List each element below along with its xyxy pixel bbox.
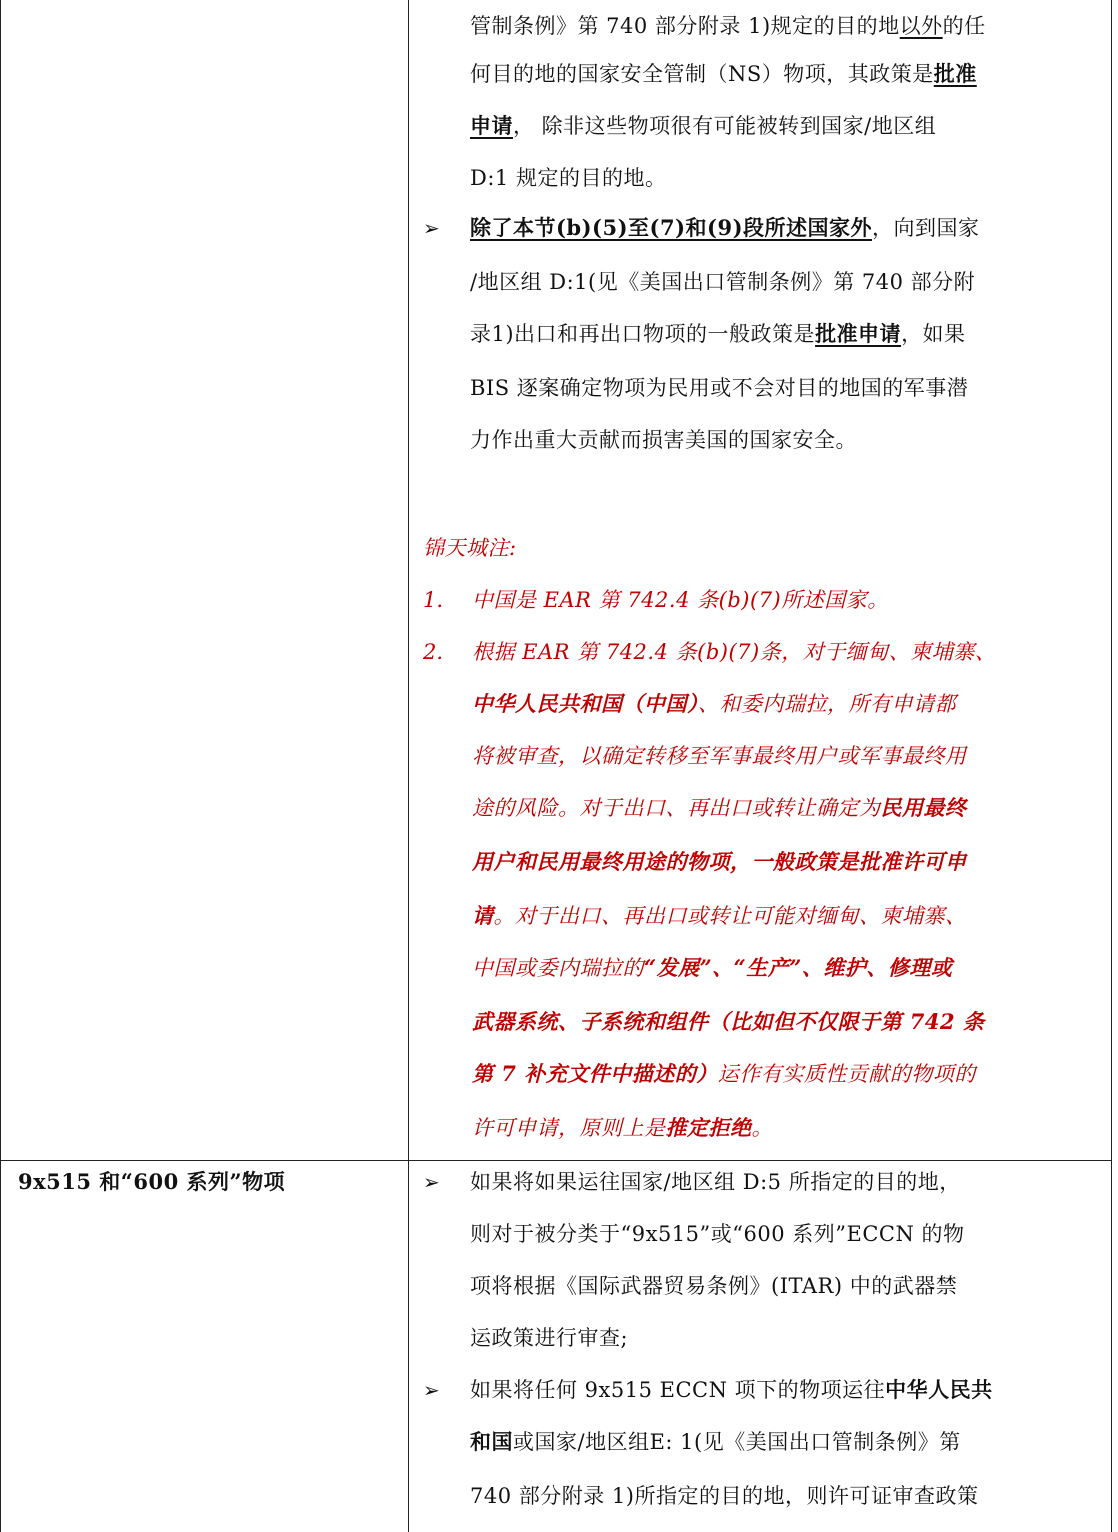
- underlined-bold-text: 批准: [933, 61, 977, 86]
- bold-text: “发展”、“生产”、维护、修理或: [644, 955, 953, 980]
- text-line: [470, 152, 666, 204]
- text-line: [470, 202, 980, 254]
- note-item-2-line: [472, 730, 967, 782]
- text-segment: 如果将任何 9x515 ECCN 项下的物项运往: [470, 1378, 886, 1402]
- note-number: 2.: [423, 640, 444, 664]
- text-segment: /地区组 D:1(见《美国出口管制条例》第 740 部分附: [470, 270, 976, 294]
- text-segment: 途的风险。对于出口、再出口或转让确定为: [472, 796, 881, 820]
- text-segment: 中国或委内瑞拉的: [472, 956, 644, 980]
- table-border-left: [0, 0, 1, 1532]
- note-item-2-line: [472, 996, 984, 1048]
- text-line: [470, 414, 857, 466]
- text-segment: 740 部分附录 1)所指定的目的地，则许可证审查政策: [470, 1484, 979, 1508]
- text-line: [470, 1416, 961, 1468]
- arrow-bullet-icon: ➢: [423, 1378, 440, 1402]
- text-line: [470, 362, 968, 414]
- bold-text: 推定拒绝: [665, 1115, 752, 1140]
- text-line: [470, 1208, 965, 1260]
- text-segment: ，向到国家: [872, 216, 980, 240]
- underlined-text: 以外: [899, 14, 943, 38]
- text-line: [470, 1312, 628, 1364]
- table-column-divider: [408, 0, 409, 1532]
- bold-text: 请: [472, 903, 494, 928]
- text-segment: 如果将如果运往国家/地区组 D:5 所指定的目的地，: [470, 1170, 961, 1194]
- bold-text: 中华人民共: [885, 1377, 993, 1402]
- text-line: [470, 308, 966, 360]
- arrow-bullet-icon: ➢: [423, 1170, 440, 1194]
- text-segment: 。: [751, 1116, 773, 1140]
- bold-text: 武器系统、子系统和组件（比如但不仅限于第 742 条: [472, 1009, 985, 1034]
- bold-text: 中华人民共和国（中国）: [472, 691, 698, 716]
- note-item-2-line: [472, 942, 952, 994]
- text-segment: BIS 逐案确定物项为民用或不会对目的地国的军事潜: [470, 376, 969, 400]
- text-segment: 则对于被分类于“9x515”或“600 系列”ECCN 的物: [470, 1222, 965, 1246]
- row-label: 9x515 和“600 系列”物项: [18, 1169, 286, 1194]
- note-heading: 锦天城注:: [423, 536, 517, 560]
- underlined-bold-text: 申请: [470, 113, 513, 138]
- note-item-1: 中国是 EAR 第 742.4 条(b)(7)所述国家。: [472, 588, 889, 612]
- text-segment: 力作出重大贡献而损害美国的国家安全。: [470, 428, 857, 452]
- text-segment: ，如果: [901, 322, 966, 346]
- text-segment: 运政策进行审查;: [470, 1326, 629, 1350]
- text-segment: 或国家/地区组E: 1(见《美国出口管制条例》第: [513, 1430, 961, 1454]
- note-item-2-line: [472, 1102, 773, 1154]
- note-number: 1.: [423, 588, 444, 612]
- text-segment: 管制条例》第 740 部分附录 1)规定的目的地: [470, 14, 900, 38]
- text-segment: 许可申请，原则上是: [472, 1116, 666, 1140]
- arrow-bullet-icon: ➢: [423, 216, 440, 240]
- text-line: [470, 1364, 993, 1416]
- text-line: [470, 1260, 957, 1312]
- text-segment: 录1)出口和再出口物项的一般政策是: [470, 322, 816, 346]
- table-border-right: [1111, 0, 1112, 1532]
- text-segment: 的任: [942, 14, 986, 38]
- text-segment: 项将根据《国际武器贸易条例》(ITAR) 中的武器禁: [470, 1274, 958, 1298]
- note-item-2-line: [472, 890, 967, 942]
- underlined-bold-text: 批准申请: [815, 321, 902, 346]
- text-line: [470, 1470, 979, 1522]
- underlined-bold-text: 除了本节(b)(5)至(7)和(9)段所述国家外: [470, 215, 873, 240]
- text-segment: 何目的地的国家安全管制（NS）物项，其政策是: [470, 62, 934, 86]
- text-line: [470, 1156, 961, 1208]
- text-line: [470, 100, 936, 152]
- note-item-2-line: [472, 678, 956, 730]
- text-segment: 、和委内瑞拉，所有申请都: [698, 692, 956, 716]
- text-line: [470, 256, 975, 308]
- text-segment: ， 除非这些物项很有可能被转到国家/地区组: [513, 114, 937, 138]
- bold-text: 第 7 补充文件中描述的）: [472, 1061, 718, 1086]
- note-item-2-line: [472, 782, 967, 834]
- note-item-2-line: [472, 1048, 976, 1100]
- note-item-2-line: [472, 626, 996, 678]
- text-line: [470, 0, 986, 52]
- text-line: [470, 48, 977, 100]
- note-item-2-line: [472, 836, 967, 888]
- text-segment: 。对于出口、再出口或转让可能对缅甸、柬埔寨、: [493, 904, 967, 928]
- text-segment: 将被审查，以确定转移至军事最终用户或军事最终用: [472, 744, 967, 768]
- bold-text: 用户和民用最终用途的物项，一般政策是批准许可申: [472, 849, 967, 874]
- text-segment: 运作有实质性贡献的物项的: [717, 1062, 976, 1086]
- text-segment: D:1 规定的目的地。: [470, 166, 667, 190]
- bold-text: 和国: [470, 1429, 513, 1454]
- bold-text: 民用最终: [880, 795, 967, 820]
- text-segment: 根据 EAR 第 742.4 条(b)(7)条，对于缅甸、柬埔寨、: [472, 640, 997, 664]
